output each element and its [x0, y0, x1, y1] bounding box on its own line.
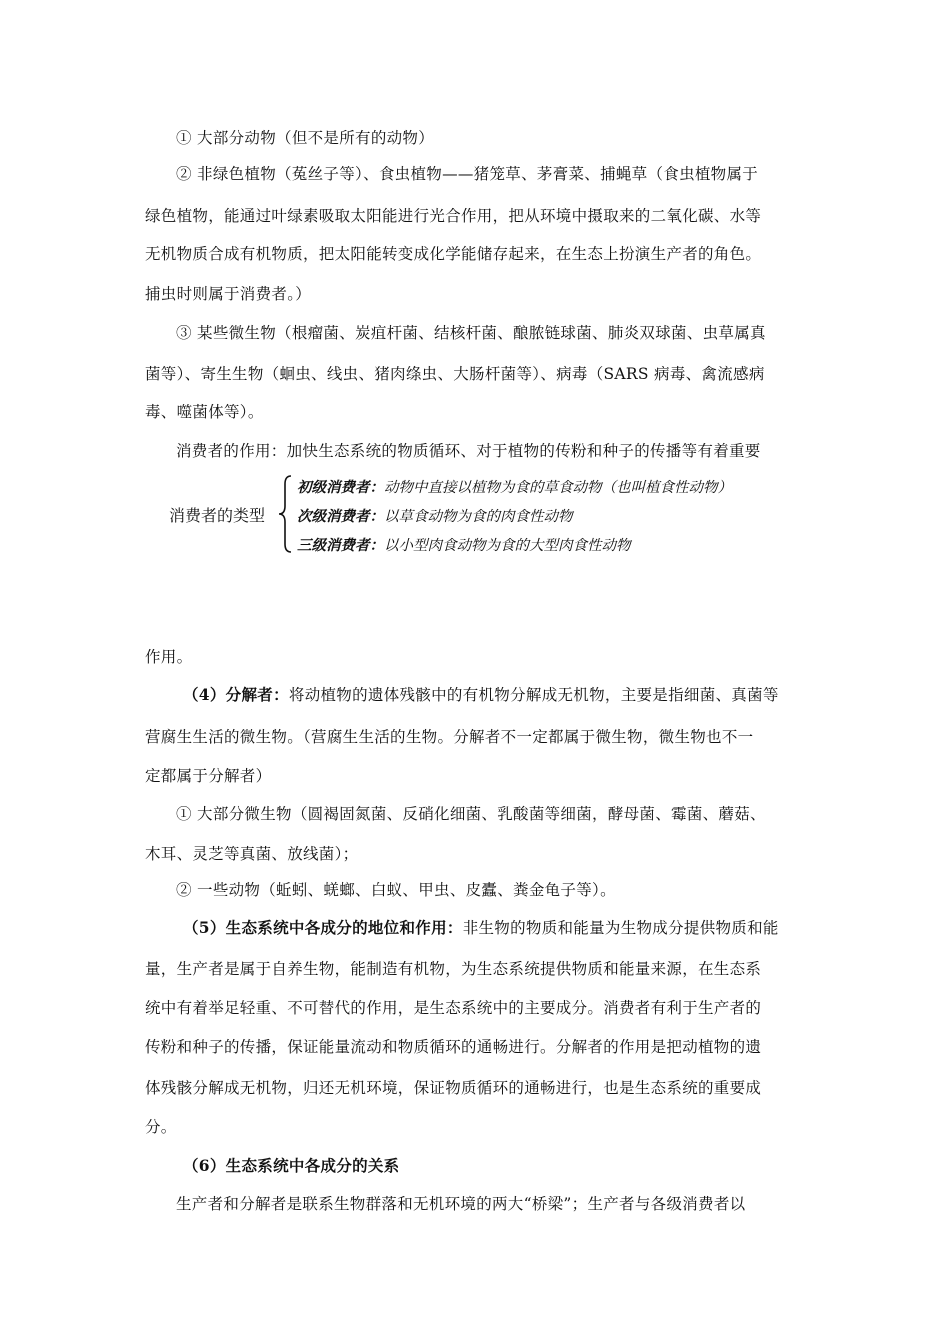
paragraph-text: 非生物的物质和能量为生物成分提供物质和能 [462, 919, 779, 937]
diagram-item [297, 476, 732, 497]
paragraph-text: 将动植物的遗体残骸中的有机物分解成无机物，主要是指细菌、真菌等 [288, 686, 779, 704]
diagram-root-label: 消费者的类型 [169, 506, 266, 525]
diagram-item [297, 505, 573, 526]
text-line: 量，生产者是属于自养生物，能制造有机物，为生态系统提供物质和能量来源，在生态系 [145, 960, 762, 978]
diagram-item-key: 初级消费者： [297, 480, 384, 496]
diagram-item-desc: 以小型肉食动物为食的大型肉食性动物 [384, 538, 631, 554]
text-line: 无机物质合成有机物质，把太阳能转变成化学能储存起来，在生态上扮演生产者的角色。 [145, 245, 762, 263]
text-line: 体残骸分解成无机物，归还无机环境，保证物质循环的通畅进行，也是生态系统的重要成 [145, 1079, 762, 1097]
text-line: 营腐生生活的微生物。（营腐生生活的生物。分解者不一定都属于微生物，微生物也不一 [145, 728, 754, 746]
text-line: 捕虫时则属于消费者。） [145, 285, 312, 303]
text-line: 作用。 [145, 648, 193, 666]
text-line: 消费者的作用：加快生态系统的物质循环、对于植物的传粉和种子的传播等有着重要 [176, 442, 761, 460]
diagram-item-key: 三级消费者： [297, 538, 384, 554]
diagram-item-desc: 以草食动物为食的肉食性动物 [384, 509, 573, 525]
text-line: ① 大部分微生物（圆褐固氮菌、反硝化细菌、乳酸菌等细菌，酵母菌、霉菌、蘑菇、 [176, 805, 766, 823]
text-line: ① 大部分动物（但不是所有的动物） [176, 129, 435, 147]
text-line: 传粉和种子的传播，保证能量流动和物质循环的通畅进行。分解者的作用是把动植物的遗 [145, 1038, 762, 1056]
consumer-types-diagram [165, 470, 825, 560]
text-line: 生产者和分解者是联系生物群落和无机环境的两大“桥梁”；生产者与各级消费者以 [176, 1195, 746, 1213]
diagram-item-desc: 动物中直接以植物为食的草食动物（也叫植食性动物） [384, 480, 732, 496]
diagram-item [297, 534, 631, 555]
text-line: 木耳、灵芝等真菌、放线菌）； [145, 845, 359, 863]
text-line: 菌等）、寄生生物（蛔虫、线虫、猪肉绦虫、大肠杆菌等）、病毒（SARS 病毒、禽流感病 [145, 365, 765, 383]
text-line: ② 非绿色植物（菟丝子等）、食虫植物——猪笼草、茅膏菜、捕蝇草（食虫植物属于 [176, 165, 759, 183]
brace-icon [277, 474, 293, 554]
text-line: 毒、噬菌体等）。 [145, 403, 264, 421]
paragraph-heading: （4）分解者： [183, 685, 289, 704]
text-line: 分。 [145, 1118, 177, 1136]
text-line: 绿色植物，能通过叶绿素吸取太阳能进行光合作用，把从环境中摄取来的二氧化碳、水等 [145, 207, 762, 225]
text-line: ② 一些动物（蚯蚓、蜣螂、白蚁、甲虫、皮蠹、粪金龟子等）。 [176, 881, 616, 899]
paragraph-heading: （5）生态系统中各成分的地位和作用： [183, 918, 463, 937]
paragraph-4-line [183, 685, 815, 705]
paragraph-5-line [183, 918, 815, 938]
text-line: ③ 某些微生物（根瘤菌、炭疽杆菌、结核杆菌、酿脓链球菌、肺炎双球菌、虫草属真 [176, 324, 766, 342]
paragraph-heading: （6）生态系统中各成分的关系 [183, 1156, 400, 1175]
text-line: 定都属于分解者） [145, 767, 272, 785]
text-line: 统中有着举足轻重、不可替代的作用，是生态系统中的主要成分。消费者有利于生产者的 [145, 999, 762, 1017]
diagram-item-key: 次级消费者： [297, 509, 384, 525]
